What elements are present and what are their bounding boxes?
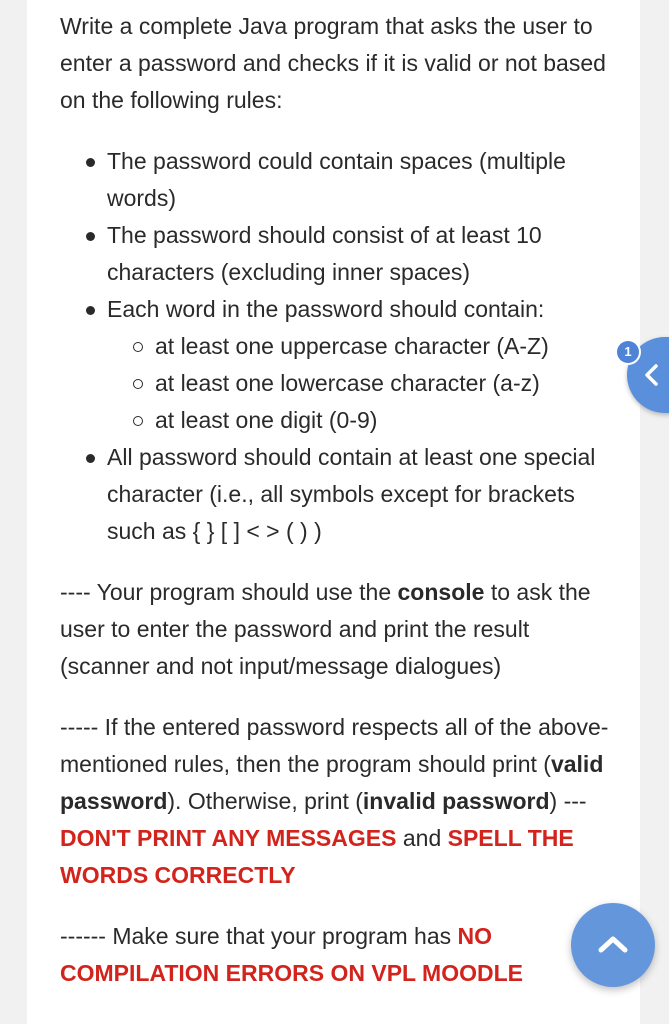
text-span: ) --- — [549, 788, 587, 814]
scroll-to-top-button[interactable] — [571, 903, 655, 987]
chevron-left-icon — [641, 363, 663, 387]
text-span: to ask the user to enter the password and print the result (scanner and not input/message dialogues) — [60, 579, 591, 679]
rule-item — [107, 291, 620, 439]
chevron-up-icon — [597, 933, 629, 955]
question-intro: Write a complete Java program that asks the user to enter a password and checks if it is valid or not based on the following rules: — [60, 13, 606, 113]
text-span: ------ Make sure that your program has — [60, 923, 458, 949]
question-card — [27, 0, 640, 1024]
warning-text: NO COMPILATION ERRORS ON VPL MOODLE — [60, 923, 523, 986]
word-rule-item: at least one digit (0-9) — [155, 402, 620, 439]
text-span: ---- Your program should use the — [60, 579, 398, 605]
notification-badge: 1 — [617, 341, 639, 363]
text-span: and — [396, 825, 448, 851]
word-rule-item: at least one lowercase character (a-z) — [155, 365, 620, 402]
text-span: ). Otherwise, print ( — [167, 788, 363, 814]
bold-text: valid password — [60, 751, 604, 814]
console-paragraph — [60, 574, 620, 685]
rule-item: The password could contain spaces (multiple words) — [107, 143, 620, 217]
rule-text: Each word in the password should contain: — [107, 296, 545, 322]
rule-item: All password should contain at least one special character (i.e., all symbols except for brackets such as { } [ ] < > ( ) ) — [107, 439, 620, 550]
rules-list — [60, 143, 620, 550]
compile-paragraph — [60, 918, 620, 992]
word-rules-list — [107, 328, 620, 439]
question-body — [60, 8, 620, 1016]
text-span: ----- If the entered password respects all of the above-mentioned rules, then the program should print ( — [60, 714, 609, 777]
warning-text: DON'T PRINT ANY MESSAGES — [60, 825, 397, 851]
bold-text: invalid password — [362, 788, 550, 814]
word-rule-item: at least one uppercase character (A-Z) — [155, 328, 620, 365]
warning-text: SPELL THE WORDS CORRECTLY — [60, 825, 574, 888]
output-paragraph — [60, 709, 620, 894]
bold-text: console — [397, 579, 485, 605]
rule-item: The password should consist of at least 10 characters (excluding inner spaces) — [107, 217, 620, 291]
